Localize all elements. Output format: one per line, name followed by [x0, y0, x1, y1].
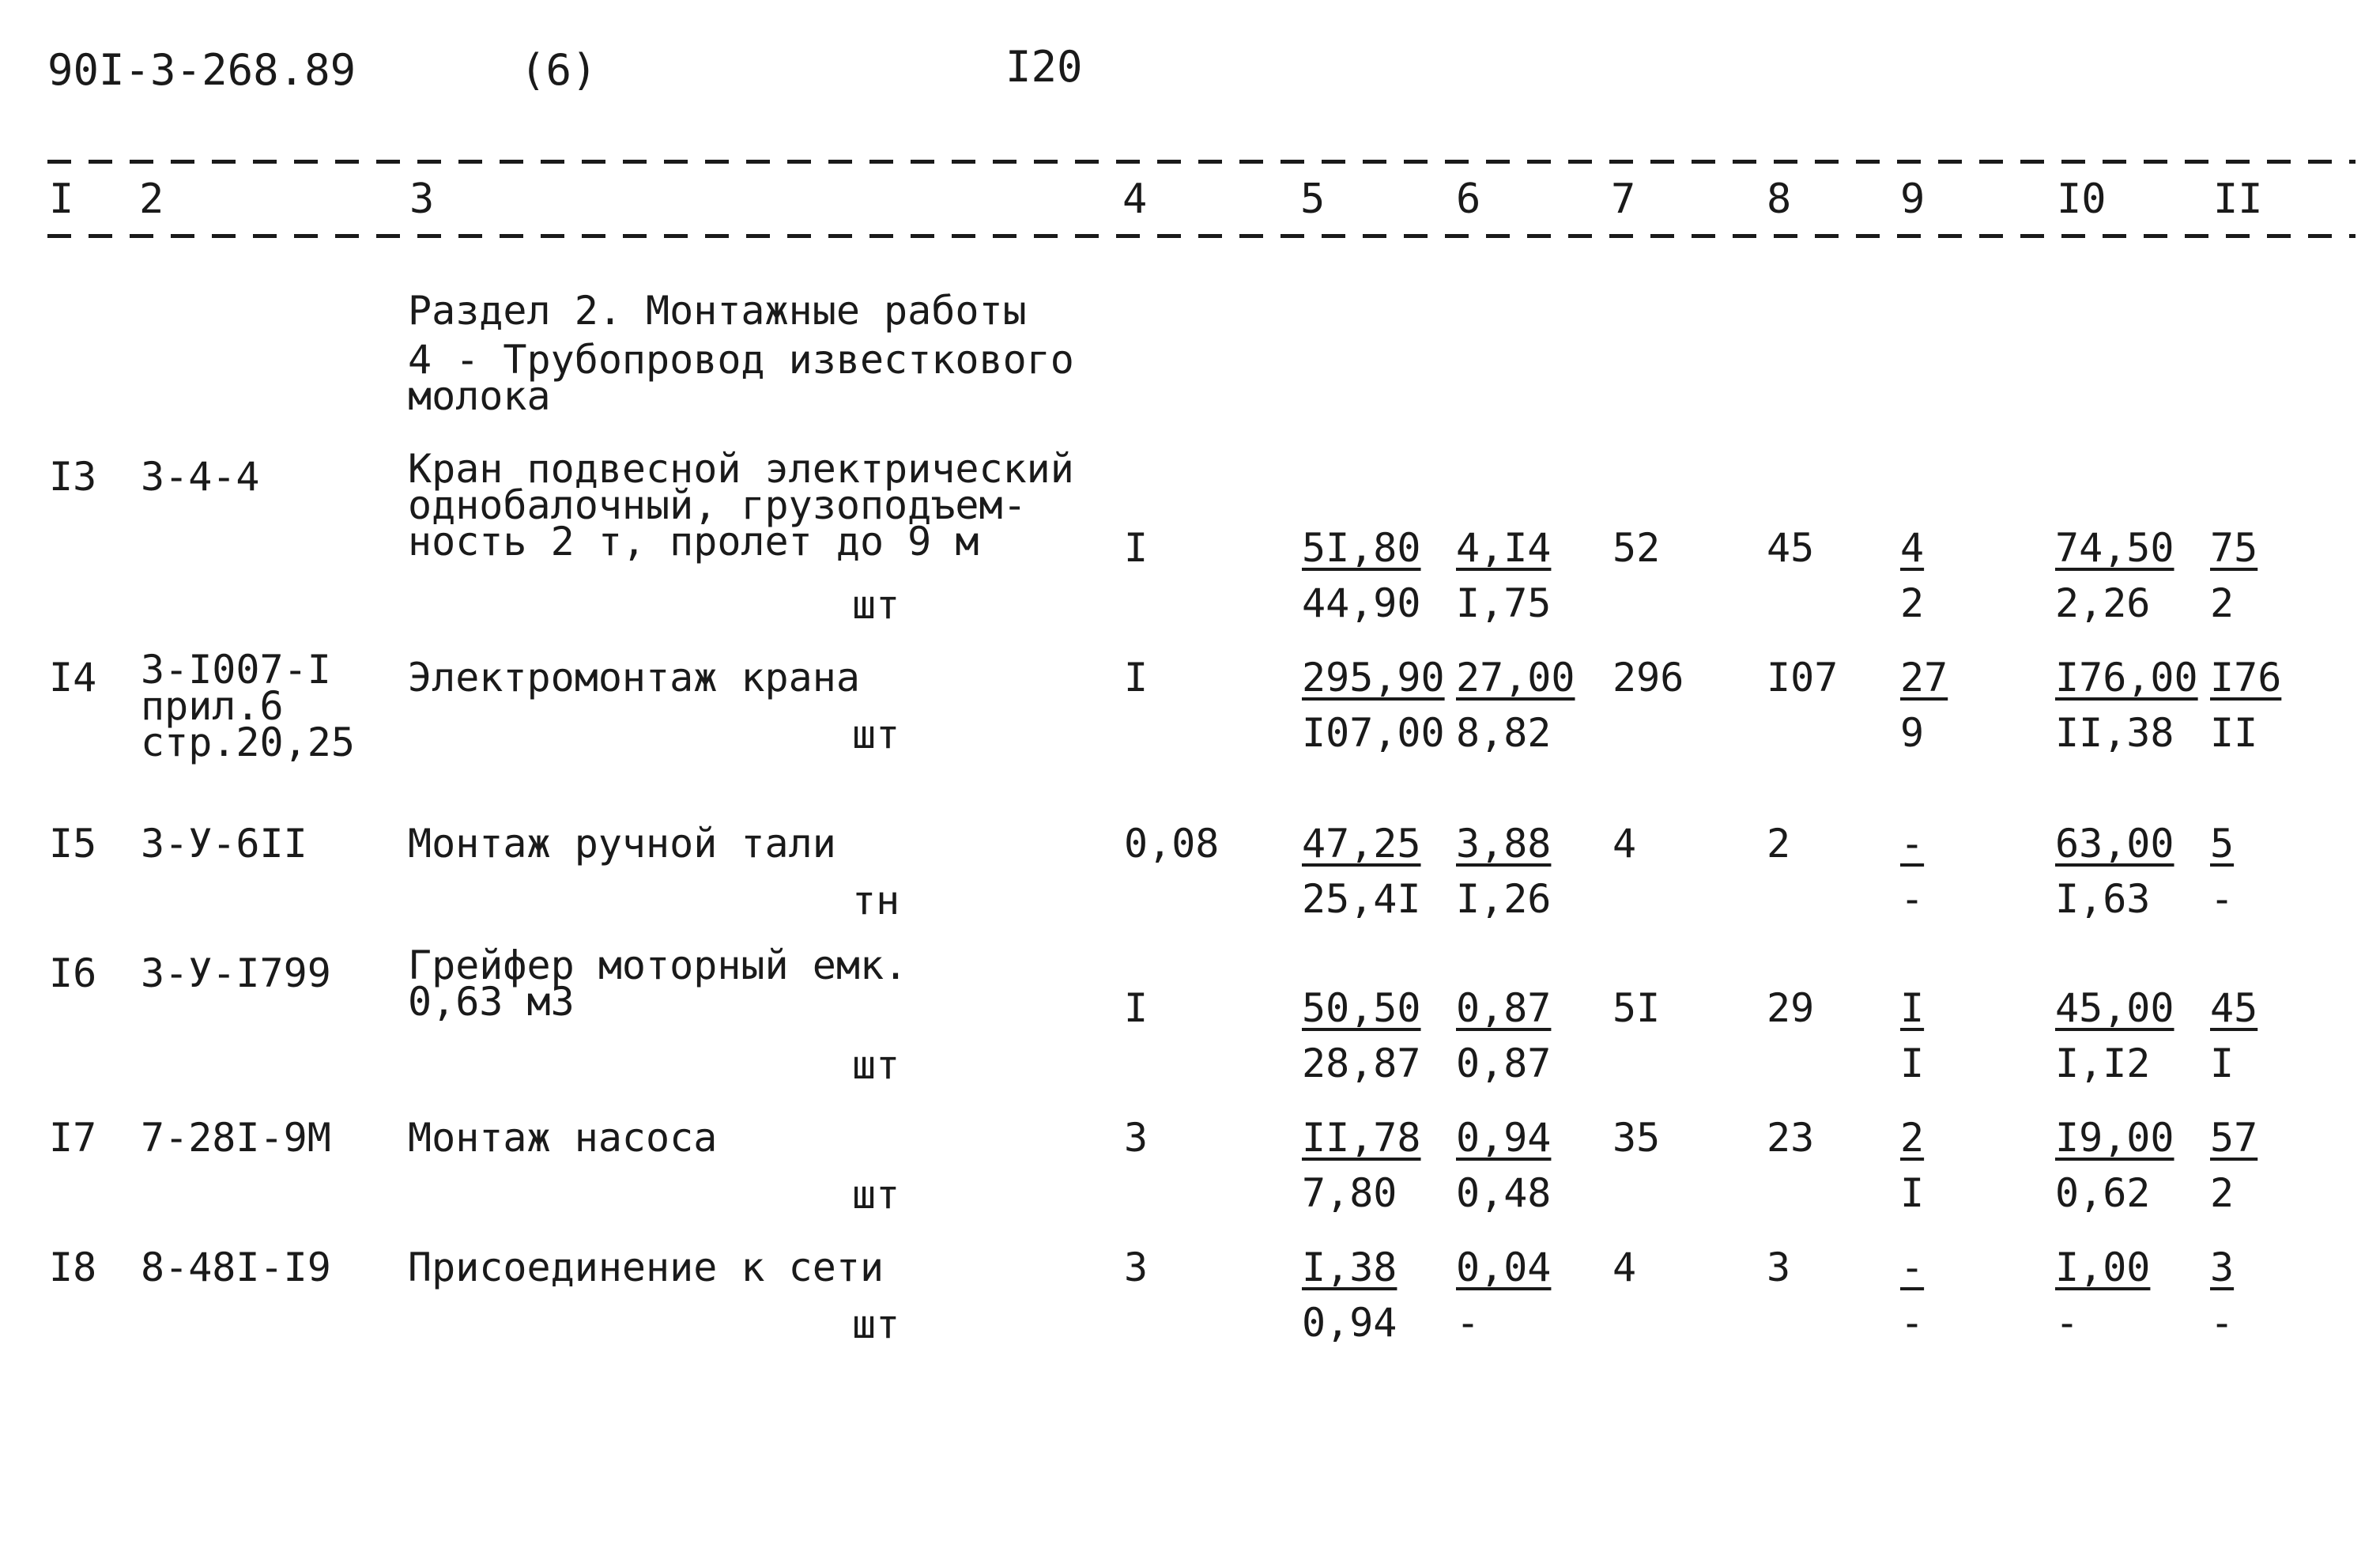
quantity: I — [1124, 525, 1149, 571]
col6-value: 0,94 — [1456, 1115, 1552, 1161]
col7-value: 4 — [1612, 821, 1637, 867]
quantity: 3 — [1124, 1245, 1149, 1290]
document-code: 90I-3-268.89 — [47, 45, 356, 95]
col9-subvalue: I — [1900, 1170, 1925, 1216]
col9-value: - — [1900, 821, 1925, 867]
unit: шт — [852, 712, 900, 757]
col8-value: 23 — [1767, 1115, 1815, 1161]
col11-value: 75 — [2210, 525, 2258, 571]
col9-value: 27 — [1900, 655, 1948, 701]
col6-value: 4,I4 — [1456, 525, 1552, 571]
col9-subvalue: - — [1900, 1300, 1925, 1346]
col5-value: 5I,80 — [1302, 525, 1421, 571]
col7-value: 296 — [1612, 655, 1684, 701]
col5-value: 295,90 — [1302, 655, 1445, 701]
section-title: Раздел 2. Монтажные работы — [408, 288, 1027, 334]
col10-value: I76,00 — [2055, 655, 2198, 701]
col10-value: I9,00 — [2055, 1115, 2174, 1161]
norm-code: 3-I007-I прил.6 стр.20,25 — [141, 647, 355, 765]
work-description: Монтаж ручной тали — [408, 821, 836, 867]
quantity: 3 — [1124, 1115, 1149, 1161]
col10-subvalue: II,38 — [2055, 710, 2174, 756]
work-description: Грейфер моторный емк. 0,63 м3 — [408, 942, 908, 1025]
col5-subvalue: 0,94 — [1302, 1300, 1397, 1346]
header-top-dashed-rule — [47, 160, 2355, 164]
column-header-7: 7 — [1611, 176, 1636, 223]
col10-value: I,00 — [2055, 1245, 2151, 1290]
col6-value: 27,00 — [1456, 655, 1575, 701]
row-number: I8 — [49, 1245, 97, 1290]
col10-subvalue: - — [2055, 1300, 2080, 1346]
unit: шт — [852, 1301, 900, 1347]
row-number: I6 — [49, 950, 97, 996]
col6-subvalue: I,26 — [1456, 876, 1552, 922]
header-bottom-dashed-rule — [47, 234, 2355, 238]
col8-value: 45 — [1767, 525, 1815, 571]
col6-value: 0,87 — [1456, 985, 1552, 1031]
row-number: I7 — [49, 1115, 97, 1161]
col5-subvalue: I07,00 — [1302, 710, 1445, 756]
col5-subvalue: 7,80 — [1302, 1170, 1397, 1216]
col6-subvalue: 8,82 — [1456, 710, 1552, 756]
col11-subvalue: 2 — [2210, 580, 2235, 626]
col11-subvalue: II — [2210, 710, 2258, 756]
unit: шт — [852, 1042, 900, 1088]
col11-value: I76 — [2210, 655, 2282, 701]
norm-code: 3-4-4 — [141, 454, 260, 500]
quantity: 0,08 — [1124, 821, 1220, 867]
col11-subvalue: I — [2210, 1041, 2235, 1086]
col9-value: 2 — [1900, 1115, 1925, 1161]
column-header-11: II — [2213, 176, 2263, 223]
col6-value: 0,04 — [1456, 1245, 1552, 1290]
col9-value: - — [1900, 1245, 1925, 1290]
col8-value: 3 — [1767, 1245, 1791, 1290]
col5-subvalue: 28,87 — [1302, 1041, 1421, 1086]
col11-subvalue: 2 — [2210, 1170, 2235, 1216]
column-header-5: 5 — [1300, 176, 1326, 223]
col11-value: 57 — [2210, 1115, 2258, 1161]
col11-value: 3 — [2210, 1245, 2235, 1290]
row-number: I3 — [49, 454, 97, 500]
col5-value: II,78 — [1302, 1115, 1421, 1161]
col5-value: 47,25 — [1302, 821, 1421, 867]
quantity: I — [1124, 655, 1149, 701]
col7-value: 4 — [1612, 1245, 1637, 1290]
unit: шт — [852, 582, 900, 628]
col5-subvalue: 44,90 — [1302, 580, 1421, 626]
quantity: I — [1124, 985, 1149, 1031]
work-description: Присоединение к сети — [408, 1245, 884, 1290]
column-header-3: 3 — [409, 176, 435, 223]
norm-code: 3-У-I799 — [141, 950, 331, 996]
section-subtitle: 4 - Трубопровод известкового молока — [408, 337, 1074, 419]
col11-value: 45 — [2210, 985, 2258, 1031]
column-header-1: I — [49, 176, 74, 223]
col6-value: 3,88 — [1456, 821, 1552, 867]
row-number: I5 — [49, 821, 97, 867]
col9-subvalue: 2 — [1900, 580, 1925, 626]
col9-subvalue: I — [1900, 1041, 1925, 1086]
work-description: Кран подвесной электрический однобалочный, грузоподъем- ность 2 т, пролет до 9 м — [408, 446, 1074, 565]
col10-subvalue: I,I2 — [2055, 1041, 2151, 1086]
norm-code: 3-У-6II — [141, 821, 307, 867]
unit: шт — [852, 1172, 900, 1218]
col9-subvalue: 9 — [1900, 710, 1925, 756]
col7-value: 5I — [1612, 985, 1661, 1031]
col9-value: 4 — [1900, 525, 1925, 571]
sheet-number: (6) — [520, 45, 598, 95]
work-description: Монтаж насоса — [408, 1115, 718, 1161]
row-number: I4 — [49, 655, 97, 701]
col10-subvalue: 2,26 — [2055, 580, 2151, 626]
col10-value: 74,50 — [2055, 525, 2174, 571]
work-description: Электромонтаж крана — [408, 655, 860, 701]
unit: тн — [852, 878, 900, 923]
col5-value: I,38 — [1302, 1245, 1397, 1290]
col10-value: 45,00 — [2055, 985, 2174, 1031]
col11-value: 5 — [2210, 821, 2235, 867]
page-number: I20 — [1005, 42, 1083, 92]
column-header-6: 6 — [1456, 176, 1481, 223]
col9-value: I — [1900, 985, 1925, 1031]
col5-value: 50,50 — [1302, 985, 1421, 1031]
col10-subvalue: I,63 — [2055, 876, 2151, 922]
column-header-10: I0 — [2057, 176, 2107, 223]
col11-subvalue: - — [2210, 876, 2235, 922]
col6-subvalue: I,75 — [1456, 580, 1552, 626]
column-header-4: 4 — [1122, 176, 1148, 223]
col10-value: 63,00 — [2055, 821, 2174, 867]
col8-value: I07 — [1767, 655, 1839, 701]
col7-value: 35 — [1612, 1115, 1661, 1161]
col5-subvalue: 25,4I — [1302, 876, 1421, 922]
column-header-2: 2 — [139, 176, 164, 223]
norm-code: 7-28I-9М — [141, 1115, 331, 1161]
col6-subvalue: - — [1456, 1300, 1480, 1346]
col6-subvalue: 0,48 — [1456, 1170, 1552, 1216]
col6-subvalue: 0,87 — [1456, 1041, 1552, 1086]
col11-subvalue: - — [2210, 1300, 2235, 1346]
col7-value: 52 — [1612, 525, 1661, 571]
col9-subvalue: - — [1900, 876, 1925, 922]
column-header-9: 9 — [1900, 176, 1925, 223]
col8-value: 29 — [1767, 985, 1815, 1031]
norm-code: 8-48I-I9 — [141, 1245, 331, 1290]
column-header-8: 8 — [1767, 176, 1792, 223]
col8-value: 2 — [1767, 821, 1791, 867]
col10-subvalue: 0,62 — [2055, 1170, 2151, 1216]
